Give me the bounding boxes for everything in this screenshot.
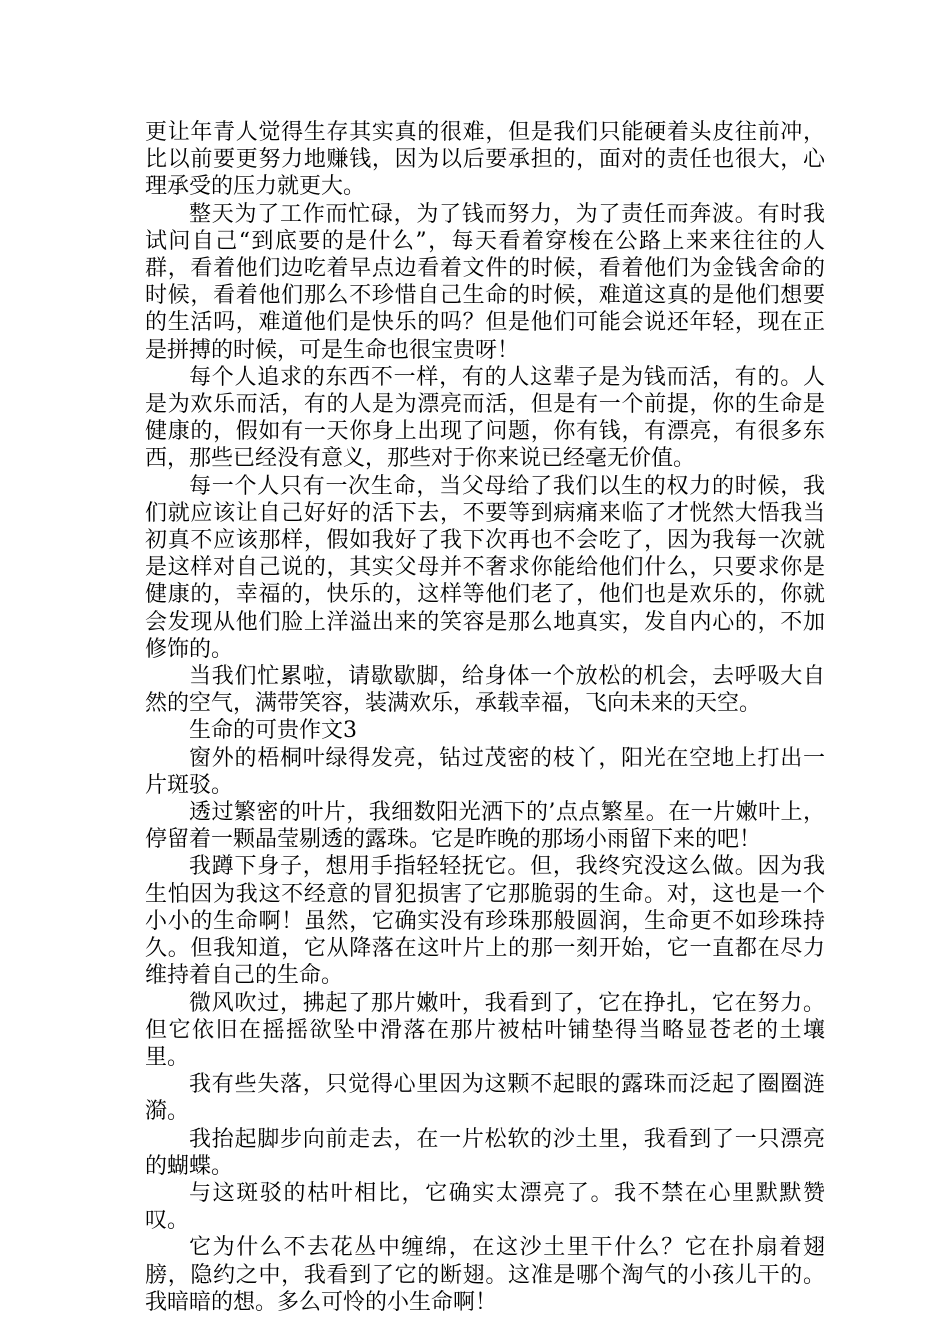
- paragraph-3: 每个人追求的东西不一样，有的人这辈子是为钱而活，有的。人是为欢乐而活，有的人是为漂亮而活，但是有一个前提，你的生命是健康的，假如有一天你身上出现了问题，你有钱，有漂亮，有很多东西，那些已经没有意义，那些对于你来说已经毫无价值。: [145, 364, 825, 472]
- paragraph-4: 每一个人只有一次生命，当父母给了我们以生的权力的时候，我们就应该让自己好好的活下去，不要等到病痛来临了才恍然大悟我当初真不应该那样，假如我好了我下次再也不会吃了，因为我每一次就是这样对自己说的，其实父母并不奢求你能给他们什么，只要求你是健康的，幸福的，快乐的，这样等他们老了，他们也是欢乐的，你就会发现从他们脸上洋溢出来的笑容是那么地真实，发自内心的，不加修饰的。: [145, 473, 825, 662]
- paragraph-13: 与这斑驳的枯叶相比，它确实太漂亮了。我不禁在心里默默赞叹。: [145, 1180, 825, 1234]
- paragraph-2: 整天为了工作而忙碌，为了钱而努力，为了责任而奔波。有时我试问自己“到底要的是什么”，每天看着穿梭在公路上来来往往的人群，看着他们边吃着早点边看着文件的时候，看着他们为金钱舍命的时候，看着他们那么不珍惜自己生命的时候，难道这真的是他们想要的生活吗，难道他们是快乐的吗？但是他们可能会说还年轻，现在正是拼搏的时候，可是生命也很宝贵呀！: [145, 201, 825, 363]
- paragraph-14: 它为什么不去花丛中缠绵，在这沙土里干什么？它在扑扇着翅膀，隐约之中，我看到了它的断翅。这准是哪个淘气的小孩儿干的。我暗暗的想。多么可怜的小生命啊！: [145, 1235, 825, 1315]
- paragraph-5: 当我们忙累啦，请歇歇脚，给身体一个放松的机会，去呼吸大自然的空气，满带笑容，装满欢乐，承载幸福，飞向未来的天空。: [145, 664, 825, 717]
- paragraph-12: 我抬起脚步向前走去，在一片松软的沙土里，我看到了一只漂亮的蝴蝶。: [145, 1126, 825, 1179]
- paragraph-1: 更让年青人觉得生存其实真的很难，但是我们只能硬着头皮往前冲，比以前要更努力地赚钱，因为以后要承担的，面对的责任也很大，心理承受的压力就更大。: [145, 120, 825, 200]
- document-page: [145, 119, 825, 1316]
- paragraph-10: 微风吹过，拂起了那片嫩叶，我看到了，它在挣扎，它在努力。但它依旧在摇摇欲坠中滑落在那片被枯叶铺垫得当略显苍老的土壤里。: [145, 990, 825, 1070]
- paragraph-9: 我蹲下身子，想用手指轻轻抚它。但，我终究没这么做。因为我生怕因为我这不经意的冒犯损害了它那脆弱的生命。对，这也是一个小小的生命啊！虽然，它确实没有珍珠那般圆润，生命更不如珍珠持久。但我知道，它从降落在这叶片上的那一刻开始，它一直都在尽力维持着自己的生命。: [145, 854, 825, 989]
- paragraph-8: 透过繁密的叶片，我细数阳光洒下的’点点繁星。在一片嫩叶上，停留着一颗晶莹剔透的露珠。它是昨晚的那场小雨留下来的吧！: [145, 800, 825, 853]
- paragraph-7: 窗外的梧桐叶绿得发亮，钻过茂密的枝丫，阳光在空地上打出一片斑驳。: [145, 745, 825, 798]
- section-heading: 生命的可贵作文3: [189, 718, 357, 744]
- paragraph-11: 我有些失落，只觉得心里因为这颗不起眼的露珠而泛起了圈圈涟漪。: [145, 1072, 825, 1125]
